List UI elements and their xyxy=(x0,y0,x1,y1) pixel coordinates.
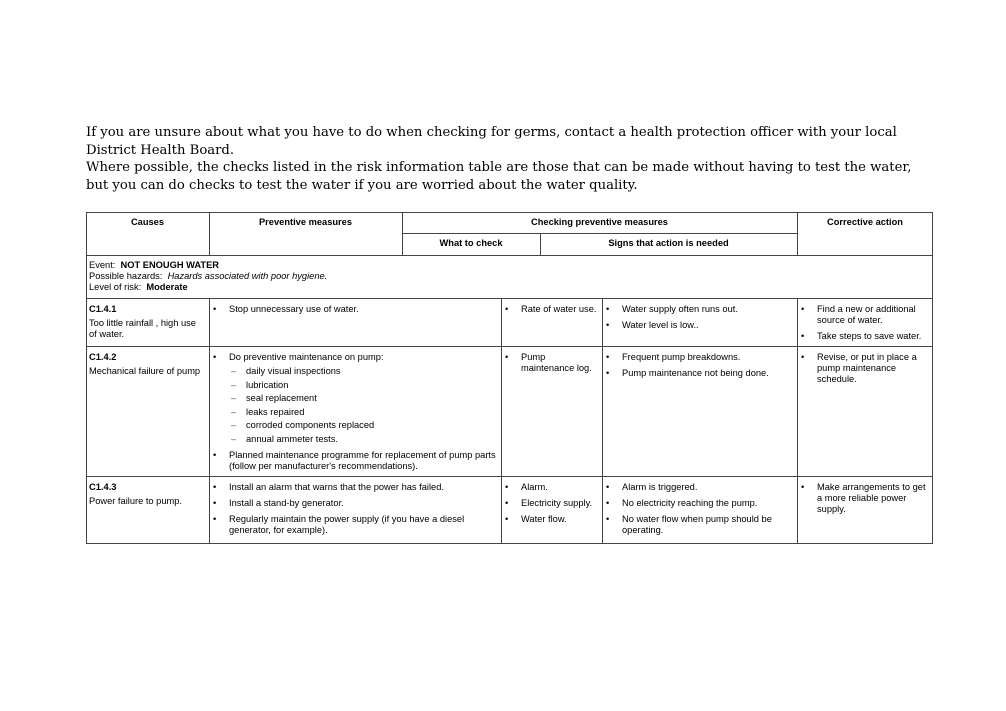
list-item: • Install a stand-by generator. xyxy=(210,498,498,509)
header-causes: Causes xyxy=(130,217,165,227)
row3-signs-cell xyxy=(603,482,795,541)
intro-paragraph-2: Where possible, the checks listed in the risk information table are those that can be made without having to test the water, but you can do checks to test the water if you are worried about the water quality. xyxy=(86,160,912,193)
list-item: • Regularly maintain the power supply (if you have a diesel generator, for example). xyxy=(210,514,498,536)
row1-what-cell xyxy=(502,304,600,320)
row-code: C1.4.1 xyxy=(89,304,117,314)
list-item: • Revise, or put in place a pump maintenance schedule. xyxy=(798,352,930,385)
table-border-right xyxy=(932,212,933,544)
event-bottom-line xyxy=(86,298,933,299)
risk-line: Level of risk: Moderate xyxy=(89,282,188,292)
table-border-top xyxy=(86,212,933,213)
list-item: • Planned maintenance programme for replacement of pump parts (follow per manufacturer's recommendations). xyxy=(210,450,498,472)
hazards-value: Hazards associated with poor hygiene. xyxy=(167,271,328,281)
event-value: NOT ENOUGH WATER xyxy=(120,260,220,270)
event-line: Event: NOT ENOUGH WATER xyxy=(89,260,220,270)
sub-item: – seal replacement xyxy=(210,393,498,404)
row-cause: Power failure to pump. xyxy=(89,496,183,506)
table-border-bottom xyxy=(86,543,933,544)
hazards-line: Possible hazards: Hazards associated with poor hygiene. xyxy=(89,271,328,281)
list-item: • Water supply often runs out. xyxy=(603,304,795,315)
risk-table xyxy=(86,212,933,544)
row-cause: Too little rainfall , high use of water. xyxy=(89,318,196,339)
row2-what-cell xyxy=(502,352,594,379)
sub-item: – lubrication xyxy=(210,380,498,391)
list-item: • Alarm is triggered. xyxy=(603,482,795,493)
row3-what-cell xyxy=(502,482,600,530)
row2-preventive-cell xyxy=(210,352,498,477)
header-corrective: Corrective action xyxy=(827,217,903,227)
list-item: • Pump maintenance not being done. xyxy=(603,368,795,379)
sub-item: – annual ammeter tests. xyxy=(210,434,498,445)
row3-cause-cell xyxy=(89,482,207,507)
header-checking: Checking preventive measures xyxy=(531,217,668,227)
row2-corrective-cell xyxy=(798,352,930,390)
header-what-to-check: What to check xyxy=(439,238,503,248)
intro-paragraph-1: If you are unsure about what you have to do when checking for germs, contact a health protection officer with your local District Health Board. xyxy=(86,125,897,158)
row3-corrective-cell xyxy=(798,482,930,520)
sub-item: – leaks repaired xyxy=(210,407,498,418)
list-item: • No electricity reaching the pump. xyxy=(603,498,795,509)
header-signs: Signs that action is needed xyxy=(608,238,729,248)
list-item: • Stop unnecessary use of water. xyxy=(210,304,498,315)
list-item: • No water flow when pump should be operating. xyxy=(603,514,795,536)
row2-signs-cell xyxy=(603,352,795,384)
header-preventive: Preventive measures xyxy=(258,217,353,227)
table-border-left xyxy=(86,212,87,544)
list-item: • Install an alarm that warns that the power has failed. xyxy=(210,482,498,493)
list-item: • Do preventive maintenance on pump: xyxy=(210,352,498,363)
intro-text xyxy=(86,124,926,194)
row1-cause-cell xyxy=(89,304,205,340)
row1-preventive-cell xyxy=(210,304,498,320)
list-item: • Find a new or additional source of water. xyxy=(798,304,930,326)
row2-cause-cell xyxy=(89,352,207,377)
list-item: • Rate of water use. xyxy=(502,304,600,315)
list-item: • Make arrangements to get a more reliable power supply. xyxy=(798,482,930,515)
row-code: C1.4.2 xyxy=(89,352,117,362)
list-item: • Frequent pump breakdowns. xyxy=(603,352,795,363)
list-item: • Water level is low.. xyxy=(603,320,795,331)
row3-preventive-cell xyxy=(210,482,498,541)
list-item: • Pump maintenance log. xyxy=(502,352,594,374)
sub-item: – corroded components replaced xyxy=(210,420,498,431)
list-item: • Take steps to save water. xyxy=(798,331,930,342)
list-item: • Alarm. xyxy=(502,482,600,493)
list-item: • Electricity supply. xyxy=(502,498,600,509)
sub-item: – daily visual inspections xyxy=(210,366,498,377)
row-cause: Mechanical failure of pump xyxy=(89,366,201,376)
header-bottom-line xyxy=(86,255,933,256)
row1-corrective-cell xyxy=(798,304,930,347)
row-code: C1.4.3 xyxy=(89,482,117,492)
list-item: • Water flow. xyxy=(502,514,600,525)
event-info xyxy=(89,260,929,293)
row1-signs-cell xyxy=(603,304,795,336)
subheader-line xyxy=(402,233,798,234)
risk-value: Moderate xyxy=(146,282,188,292)
